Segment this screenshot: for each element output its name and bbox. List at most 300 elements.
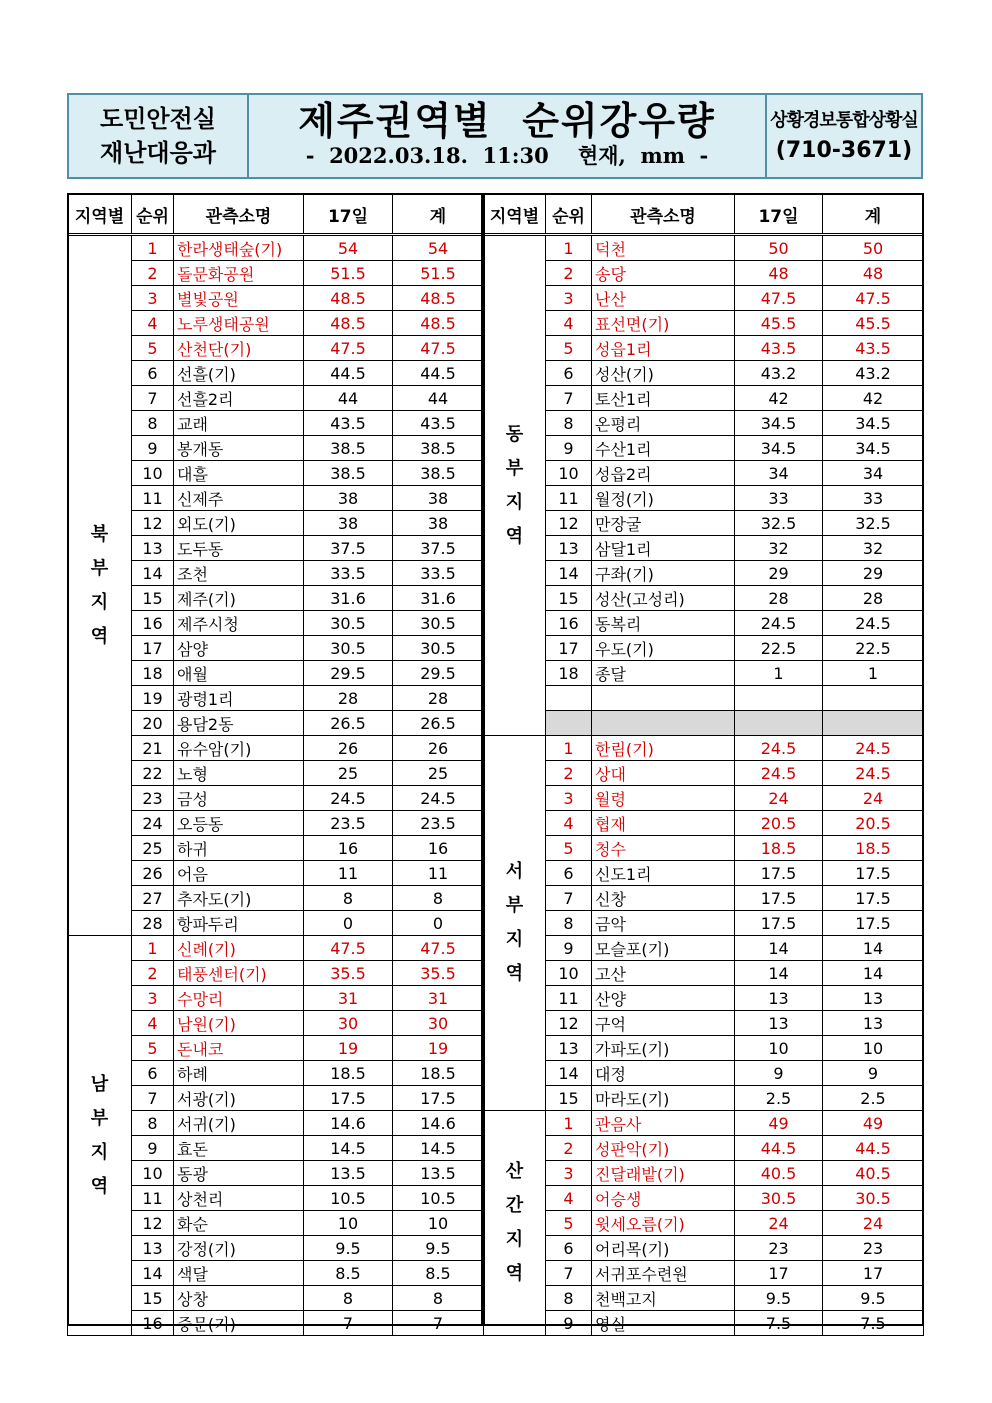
- table-row: [484, 336, 924, 361]
- station-name-cell: 추자도(기): [174, 886, 304, 911]
- rank-cell: 18: [546, 661, 592, 686]
- day-rainfall-cell: 34.5: [735, 411, 823, 436]
- day-rainfall-cell: 38.5: [304, 461, 393, 486]
- station-name-cell: 유수암(기): [174, 736, 304, 761]
- station-name-cell: 덕천: [592, 235, 735, 261]
- total-rainfall-cell: 17.5: [823, 861, 924, 886]
- day-rainfall-cell: 13.5: [304, 1161, 393, 1186]
- rank-cell: 19: [132, 686, 174, 711]
- station-name-cell: 상천리: [174, 1186, 304, 1211]
- rank-cell: 10: [132, 1161, 174, 1186]
- total-rainfall-cell: 48.5: [393, 286, 484, 311]
- total-rainfall-cell: 0: [393, 911, 484, 936]
- day-rainfall-cell: 29.5: [304, 661, 393, 686]
- day-rainfall-cell: 29: [735, 561, 823, 586]
- station-name-cell: 돈내코: [174, 1036, 304, 1061]
- station-name-cell: 하례: [174, 1061, 304, 1086]
- day-rainfall-cell: 30.5: [304, 636, 393, 661]
- station-name-cell: 온평리: [592, 411, 735, 436]
- total-rainfall-cell: 30.5: [393, 611, 484, 636]
- table-row: [484, 1261, 924, 1286]
- table-row: [484, 986, 924, 1011]
- station-name-cell: 광령1리: [174, 686, 304, 711]
- day-rainfall-cell: 9: [735, 1061, 823, 1086]
- rank-cell: 13: [546, 536, 592, 561]
- rank-cell: 4: [546, 311, 592, 336]
- region-label-east: 동 부 지 역: [484, 235, 546, 736]
- rank-cell: 9: [546, 436, 592, 461]
- table-row: [484, 536, 924, 561]
- station-name-cell: 상대: [592, 761, 735, 786]
- rank-cell: 13: [132, 1236, 174, 1261]
- day-rainfall-cell: 10: [304, 1211, 393, 1236]
- station-name-cell: 삼달1리: [592, 536, 735, 561]
- department-name: 도민안전실: [100, 105, 216, 133]
- day-rainfall-cell: 48.5: [304, 286, 393, 311]
- column-header-rank: 순위: [546, 195, 592, 235]
- day-rainfall-cell: 45.5: [735, 311, 823, 336]
- table-row: [484, 561, 924, 586]
- rank-cell: 15: [546, 586, 592, 611]
- day-rainfall-cell: 47.5: [304, 936, 393, 961]
- total-rainfall-cell: 42: [823, 386, 924, 411]
- total-rainfall-cell: 17.5: [823, 911, 924, 936]
- day-rainfall-cell: 18.5: [304, 1061, 393, 1086]
- rank-cell: 5: [546, 336, 592, 361]
- day-rainfall-cell: 20.5: [735, 811, 823, 836]
- rank-cell: 23: [132, 786, 174, 811]
- station-name-cell: 성읍1리: [592, 336, 735, 361]
- rank-cell: 14: [546, 1061, 592, 1086]
- day-rainfall-cell: 24: [735, 786, 823, 811]
- empty-cell: [592, 711, 735, 736]
- rank-cell: 11: [132, 486, 174, 511]
- rank-cell: 6: [546, 1236, 592, 1261]
- station-name-cell: 화순: [174, 1211, 304, 1236]
- station-name-cell: 별빛공원: [174, 286, 304, 311]
- empty-cell: [546, 686, 592, 711]
- total-rainfall-cell: 47.5: [393, 336, 484, 361]
- column-header-region: 지역별: [68, 195, 132, 235]
- day-rainfall-cell: 37.5: [304, 536, 393, 561]
- rank-cell: 11: [132, 1186, 174, 1211]
- rank-cell: 16: [132, 611, 174, 636]
- station-name-cell: 천백고지: [592, 1286, 735, 1311]
- rank-cell: 3: [546, 786, 592, 811]
- station-name-cell: 토산1리: [592, 386, 735, 411]
- station-name-cell: 애월: [174, 661, 304, 686]
- rank-cell: 15: [132, 1286, 174, 1311]
- title-box: [249, 95, 765, 177]
- day-rainfall-cell: 30.5: [304, 611, 393, 636]
- total-rainfall-cell: 25: [393, 761, 484, 786]
- total-rainfall-cell: 38.5: [393, 436, 484, 461]
- station-name-cell: 금성: [174, 786, 304, 811]
- total-rainfall-cell: 14: [823, 961, 924, 986]
- day-rainfall-cell: 17.5: [735, 861, 823, 886]
- station-name-cell: 신례(기): [174, 936, 304, 961]
- column-header-station: 관측소명: [174, 195, 304, 235]
- day-rainfall-cell: 10.5: [304, 1186, 393, 1211]
- total-rainfall-cell: 54: [393, 235, 484, 261]
- total-rainfall-cell: 43.5: [823, 336, 924, 361]
- day-rainfall-cell: 13: [735, 1011, 823, 1036]
- empty-cell: [546, 711, 592, 736]
- total-rainfall-cell: 13: [823, 1011, 924, 1036]
- rank-cell: 7: [546, 386, 592, 411]
- total-rainfall-cell: 10.5: [393, 1186, 484, 1211]
- total-rainfall-cell: 14.6: [393, 1111, 484, 1136]
- rank-cell: 5: [546, 1211, 592, 1236]
- total-rainfall-cell: 34.5: [823, 436, 924, 461]
- rank-cell: 4: [546, 811, 592, 836]
- day-rainfall-cell: 24.5: [735, 611, 823, 636]
- total-rainfall-cell: 30.5: [823, 1186, 924, 1211]
- day-rainfall-cell: 8.5: [304, 1261, 393, 1286]
- station-name-cell: 산양: [592, 986, 735, 1011]
- rank-cell: 13: [546, 1036, 592, 1061]
- total-rainfall-cell: 32: [823, 536, 924, 561]
- rank-cell: 17: [132, 636, 174, 661]
- day-rainfall-cell: 16: [304, 836, 393, 861]
- station-name-cell: 수망리: [174, 986, 304, 1011]
- rank-cell: 13: [132, 536, 174, 561]
- total-rainfall-cell: 9.5: [393, 1236, 484, 1261]
- total-rainfall-cell: 16: [393, 836, 484, 861]
- total-rainfall-cell: 44.5: [393, 361, 484, 386]
- day-rainfall-cell: 2.5: [735, 1086, 823, 1111]
- rank-cell: 27: [132, 886, 174, 911]
- contact-box: [767, 95, 921, 177]
- station-name-cell: 동복리: [592, 611, 735, 636]
- station-name-cell: 마라도(기): [592, 1086, 735, 1111]
- rank-cell: 1: [546, 235, 592, 261]
- rank-cell: 4: [132, 1011, 174, 1036]
- day-rainfall-cell: 54: [304, 235, 393, 261]
- total-rainfall-cell: 2.5: [823, 1086, 924, 1111]
- station-name-cell: 조천: [174, 561, 304, 586]
- table-header-row: [68, 195, 484, 235]
- total-rainfall-cell: 19: [393, 1036, 484, 1061]
- total-rainfall-cell: 38.5: [393, 461, 484, 486]
- table-row: [484, 361, 924, 386]
- table-row: [68, 235, 484, 261]
- day-rainfall-cell: 33.5: [304, 561, 393, 586]
- rank-cell: 18: [132, 661, 174, 686]
- total-rainfall-cell: 38: [393, 511, 484, 536]
- total-rainfall-cell: 47.5: [823, 286, 924, 311]
- rank-cell: 8: [132, 411, 174, 436]
- total-rainfall-cell: 10: [393, 1211, 484, 1236]
- rank-cell: 20: [132, 711, 174, 736]
- region-label-south: 남 부 지 역: [68, 936, 132, 1336]
- total-rainfall-cell: 34.5: [823, 411, 924, 436]
- station-name-cell: 노루생태공원: [174, 311, 304, 336]
- rank-cell: 10: [546, 461, 592, 486]
- total-rainfall-cell: 32.5: [823, 511, 924, 536]
- day-rainfall-cell: 9.5: [304, 1236, 393, 1261]
- station-name-cell: 제주(기): [174, 586, 304, 611]
- rank-cell: 10: [546, 961, 592, 986]
- day-rainfall-cell: 28: [304, 686, 393, 711]
- station-name-cell: 노형: [174, 761, 304, 786]
- station-name-cell: 어리목(기): [592, 1236, 735, 1261]
- total-rainfall-cell: 24.5: [823, 736, 924, 761]
- table-row: [484, 486, 924, 511]
- day-rainfall-cell: 1: [735, 661, 823, 686]
- rank-cell: 25: [132, 836, 174, 861]
- day-rainfall-cell: 26: [304, 736, 393, 761]
- rank-cell: 8: [546, 411, 592, 436]
- day-rainfall-cell: 19: [304, 1036, 393, 1061]
- office-phone: (710-3671): [775, 138, 913, 163]
- station-name-cell: 어음: [174, 861, 304, 886]
- rank-cell: 6: [546, 861, 592, 886]
- total-rainfall-cell: 24.5: [393, 786, 484, 811]
- day-rainfall-cell: 43.5: [304, 411, 393, 436]
- total-rainfall-cell: 7.5: [823, 1311, 924, 1336]
- day-rainfall-cell: 17: [735, 1261, 823, 1286]
- station-name-cell: 성판악(기): [592, 1136, 735, 1161]
- column-header-total: 계: [823, 195, 924, 235]
- table-row: [484, 736, 924, 761]
- station-name-cell: 교래: [174, 411, 304, 436]
- station-name-cell: 종달: [592, 661, 735, 686]
- rainfall-table-right: [483, 194, 924, 1336]
- station-name-cell: 윗세오름(기): [592, 1211, 735, 1236]
- rank-cell: 28: [132, 911, 174, 936]
- table-row: [484, 1286, 924, 1311]
- rank-cell: 6: [132, 361, 174, 386]
- station-name-cell: 진달래밭(기): [592, 1161, 735, 1186]
- station-name-cell: 외도(기): [174, 511, 304, 536]
- column-header-region: 지역별: [484, 195, 546, 235]
- table-row: [484, 1211, 924, 1236]
- total-rainfall-cell: 23: [823, 1236, 924, 1261]
- total-rainfall-cell: 9.5: [823, 1286, 924, 1311]
- station-name-cell: 오등동: [174, 811, 304, 836]
- total-rainfall-cell: 47.5: [393, 936, 484, 961]
- station-name-cell: 돌문화공원: [174, 261, 304, 286]
- empty-cell: [823, 686, 924, 711]
- station-name-cell: 도두동: [174, 536, 304, 561]
- station-name-cell: 삼양: [174, 636, 304, 661]
- station-name-cell: 모슬포(기): [592, 936, 735, 961]
- rank-cell: 16: [132, 1311, 174, 1336]
- report-timestamp: - 2022.03.18. 11:30 현재, mm -: [305, 143, 709, 168]
- total-rainfall-cell: 28: [393, 686, 484, 711]
- day-rainfall-cell: 11: [304, 861, 393, 886]
- station-name-cell: 선흘(기): [174, 361, 304, 386]
- table-row: [484, 1136, 924, 1161]
- day-rainfall-cell: 44.5: [304, 361, 393, 386]
- station-name-cell: 항파두리: [174, 911, 304, 936]
- station-name-cell: 성산(기): [592, 361, 735, 386]
- total-rainfall-cell: 26.5: [393, 711, 484, 736]
- day-rainfall-cell: 23.5: [304, 811, 393, 836]
- day-rainfall-cell: 10: [735, 1036, 823, 1061]
- total-rainfall-cell: 20.5: [823, 811, 924, 836]
- day-rainfall-cell: 48: [735, 261, 823, 286]
- day-rainfall-cell: 7: [304, 1311, 393, 1336]
- table-row: [484, 761, 924, 786]
- day-rainfall-cell: 24: [735, 1211, 823, 1236]
- total-rainfall-cell: 7: [393, 1311, 484, 1336]
- station-name-cell: 하귀: [174, 836, 304, 861]
- empty-row: [484, 686, 924, 711]
- table-row: [484, 611, 924, 636]
- table-row: [484, 861, 924, 886]
- station-name-cell: 월정(기): [592, 486, 735, 511]
- station-name-cell: 효돈: [174, 1136, 304, 1161]
- rank-cell: 11: [546, 986, 592, 1011]
- rank-cell: 15: [132, 586, 174, 611]
- total-rainfall-cell: 9: [823, 1061, 924, 1086]
- rank-cell: 3: [132, 286, 174, 311]
- rank-cell: 12: [546, 511, 592, 536]
- rank-cell: 9: [546, 936, 592, 961]
- total-rainfall-cell: 10: [823, 1036, 924, 1061]
- day-rainfall-cell: 14.5: [304, 1136, 393, 1161]
- rank-cell: 3: [546, 286, 592, 311]
- region-label-mountain: 산 간 지 역: [484, 1111, 546, 1336]
- total-rainfall-cell: 26: [393, 736, 484, 761]
- station-name-cell: 만장굴: [592, 511, 735, 536]
- total-rainfall-cell: 28: [823, 586, 924, 611]
- rank-cell: 5: [132, 1036, 174, 1061]
- station-name-cell: 영실: [592, 1311, 735, 1336]
- station-name-cell: 가파도(기): [592, 1036, 735, 1061]
- rank-cell: 2: [546, 1136, 592, 1161]
- station-name-cell: 동광: [174, 1161, 304, 1186]
- column-header-day: 17일: [304, 195, 393, 235]
- day-rainfall-cell: 31.6: [304, 586, 393, 611]
- division-name: 재난대응과: [100, 139, 216, 167]
- column-header-station: 관측소명: [592, 195, 735, 235]
- rank-cell: 2: [546, 761, 592, 786]
- total-rainfall-cell: 30: [393, 1011, 484, 1036]
- station-name-cell: 한림(기): [592, 736, 735, 761]
- day-rainfall-cell: 38: [304, 511, 393, 536]
- rank-cell: 5: [132, 336, 174, 361]
- total-rainfall-cell: 30.5: [393, 636, 484, 661]
- rank-cell: 9: [546, 1311, 592, 1336]
- day-rainfall-cell: 44: [304, 386, 393, 411]
- station-name-cell: 금악: [592, 911, 735, 936]
- station-name-cell: 남원(기): [174, 1011, 304, 1036]
- station-name-cell: 제주시청: [174, 611, 304, 636]
- day-rainfall-cell: 47.5: [304, 336, 393, 361]
- table-row: [484, 511, 924, 536]
- day-rainfall-cell: 17.5: [735, 886, 823, 911]
- rank-cell: 6: [546, 361, 592, 386]
- rank-cell: 4: [132, 311, 174, 336]
- rank-cell: 1: [132, 936, 174, 961]
- rank-cell: 16: [546, 611, 592, 636]
- station-name-cell: 월령: [592, 786, 735, 811]
- station-name-cell: 상창: [174, 1286, 304, 1311]
- column-header-total: 계: [393, 195, 484, 235]
- day-rainfall-cell: 9.5: [735, 1286, 823, 1311]
- station-name-cell: 서귀포수련원: [592, 1261, 735, 1286]
- day-rainfall-cell: 14.6: [304, 1111, 393, 1136]
- rank-cell: 1: [546, 1111, 592, 1136]
- total-rainfall-cell: 50: [823, 235, 924, 261]
- station-name-cell: 중문(기): [174, 1311, 304, 1336]
- total-rainfall-cell: 8.5: [393, 1261, 484, 1286]
- total-rainfall-cell: 31: [393, 986, 484, 1011]
- station-name-cell: 산천단(기): [174, 336, 304, 361]
- day-rainfall-cell: 34: [735, 461, 823, 486]
- total-rainfall-cell: 38: [393, 486, 484, 511]
- rank-cell: 7: [132, 1086, 174, 1111]
- rank-cell: 3: [546, 1161, 592, 1186]
- day-rainfall-cell: 33: [735, 486, 823, 511]
- rank-cell: 8: [546, 1286, 592, 1311]
- day-rainfall-cell: 13: [735, 986, 823, 1011]
- rank-cell: 4: [546, 1186, 592, 1211]
- total-rainfall-cell: 37.5: [393, 536, 484, 561]
- total-rainfall-cell: 40.5: [823, 1161, 924, 1186]
- total-rainfall-cell: 45.5: [823, 311, 924, 336]
- station-name-cell: 고산: [592, 961, 735, 986]
- table-row: [484, 786, 924, 811]
- station-name-cell: 대정: [592, 1061, 735, 1086]
- total-rainfall-cell: 17.5: [823, 886, 924, 911]
- day-rainfall-cell: 22.5: [735, 636, 823, 661]
- total-rainfall-cell: 17.5: [393, 1086, 484, 1111]
- total-rainfall-cell: 17: [823, 1261, 924, 1286]
- table-row: [484, 411, 924, 436]
- station-name-cell: 구좌(기): [592, 561, 735, 586]
- station-name-cell: 우도(기): [592, 636, 735, 661]
- table-row: [484, 261, 924, 286]
- total-rainfall-cell: 44: [393, 386, 484, 411]
- station-name-cell: 용담2동: [174, 711, 304, 736]
- rank-cell: 8: [546, 911, 592, 936]
- rainfall-table-left: [67, 194, 484, 1336]
- table-row: [484, 636, 924, 661]
- total-rainfall-cell: 13.5: [393, 1161, 484, 1186]
- department-box: [69, 95, 247, 177]
- rank-cell: 14: [546, 561, 592, 586]
- table-row: [484, 586, 924, 611]
- table-row: [484, 911, 924, 936]
- rank-cell: 1: [546, 736, 592, 761]
- day-rainfall-cell: 40.5: [735, 1161, 823, 1186]
- table-row: [484, 1311, 924, 1336]
- table-row: [484, 936, 924, 961]
- table-row: [484, 311, 924, 336]
- station-name-cell: 구억: [592, 1011, 735, 1036]
- rank-cell: 5: [546, 836, 592, 861]
- total-rainfall-cell: 35.5: [393, 961, 484, 986]
- total-rainfall-cell: 43.5: [393, 411, 484, 436]
- day-rainfall-cell: 17.5: [304, 1086, 393, 1111]
- day-rainfall-cell: 38.5: [304, 436, 393, 461]
- day-rainfall-cell: 28: [735, 586, 823, 611]
- total-rainfall-cell: 14.5: [393, 1136, 484, 1161]
- table-row: [484, 235, 924, 261]
- day-rainfall-cell: 49: [735, 1111, 823, 1136]
- day-rainfall-cell: 8: [304, 886, 393, 911]
- station-name-cell: 서광(기): [174, 1086, 304, 1111]
- day-rainfall-cell: 24.5: [735, 736, 823, 761]
- day-rainfall-cell: 17.5: [735, 911, 823, 936]
- total-rainfall-cell: 24.5: [823, 611, 924, 636]
- station-name-cell: 수산1리: [592, 436, 735, 461]
- day-rainfall-cell: 44.5: [735, 1136, 823, 1161]
